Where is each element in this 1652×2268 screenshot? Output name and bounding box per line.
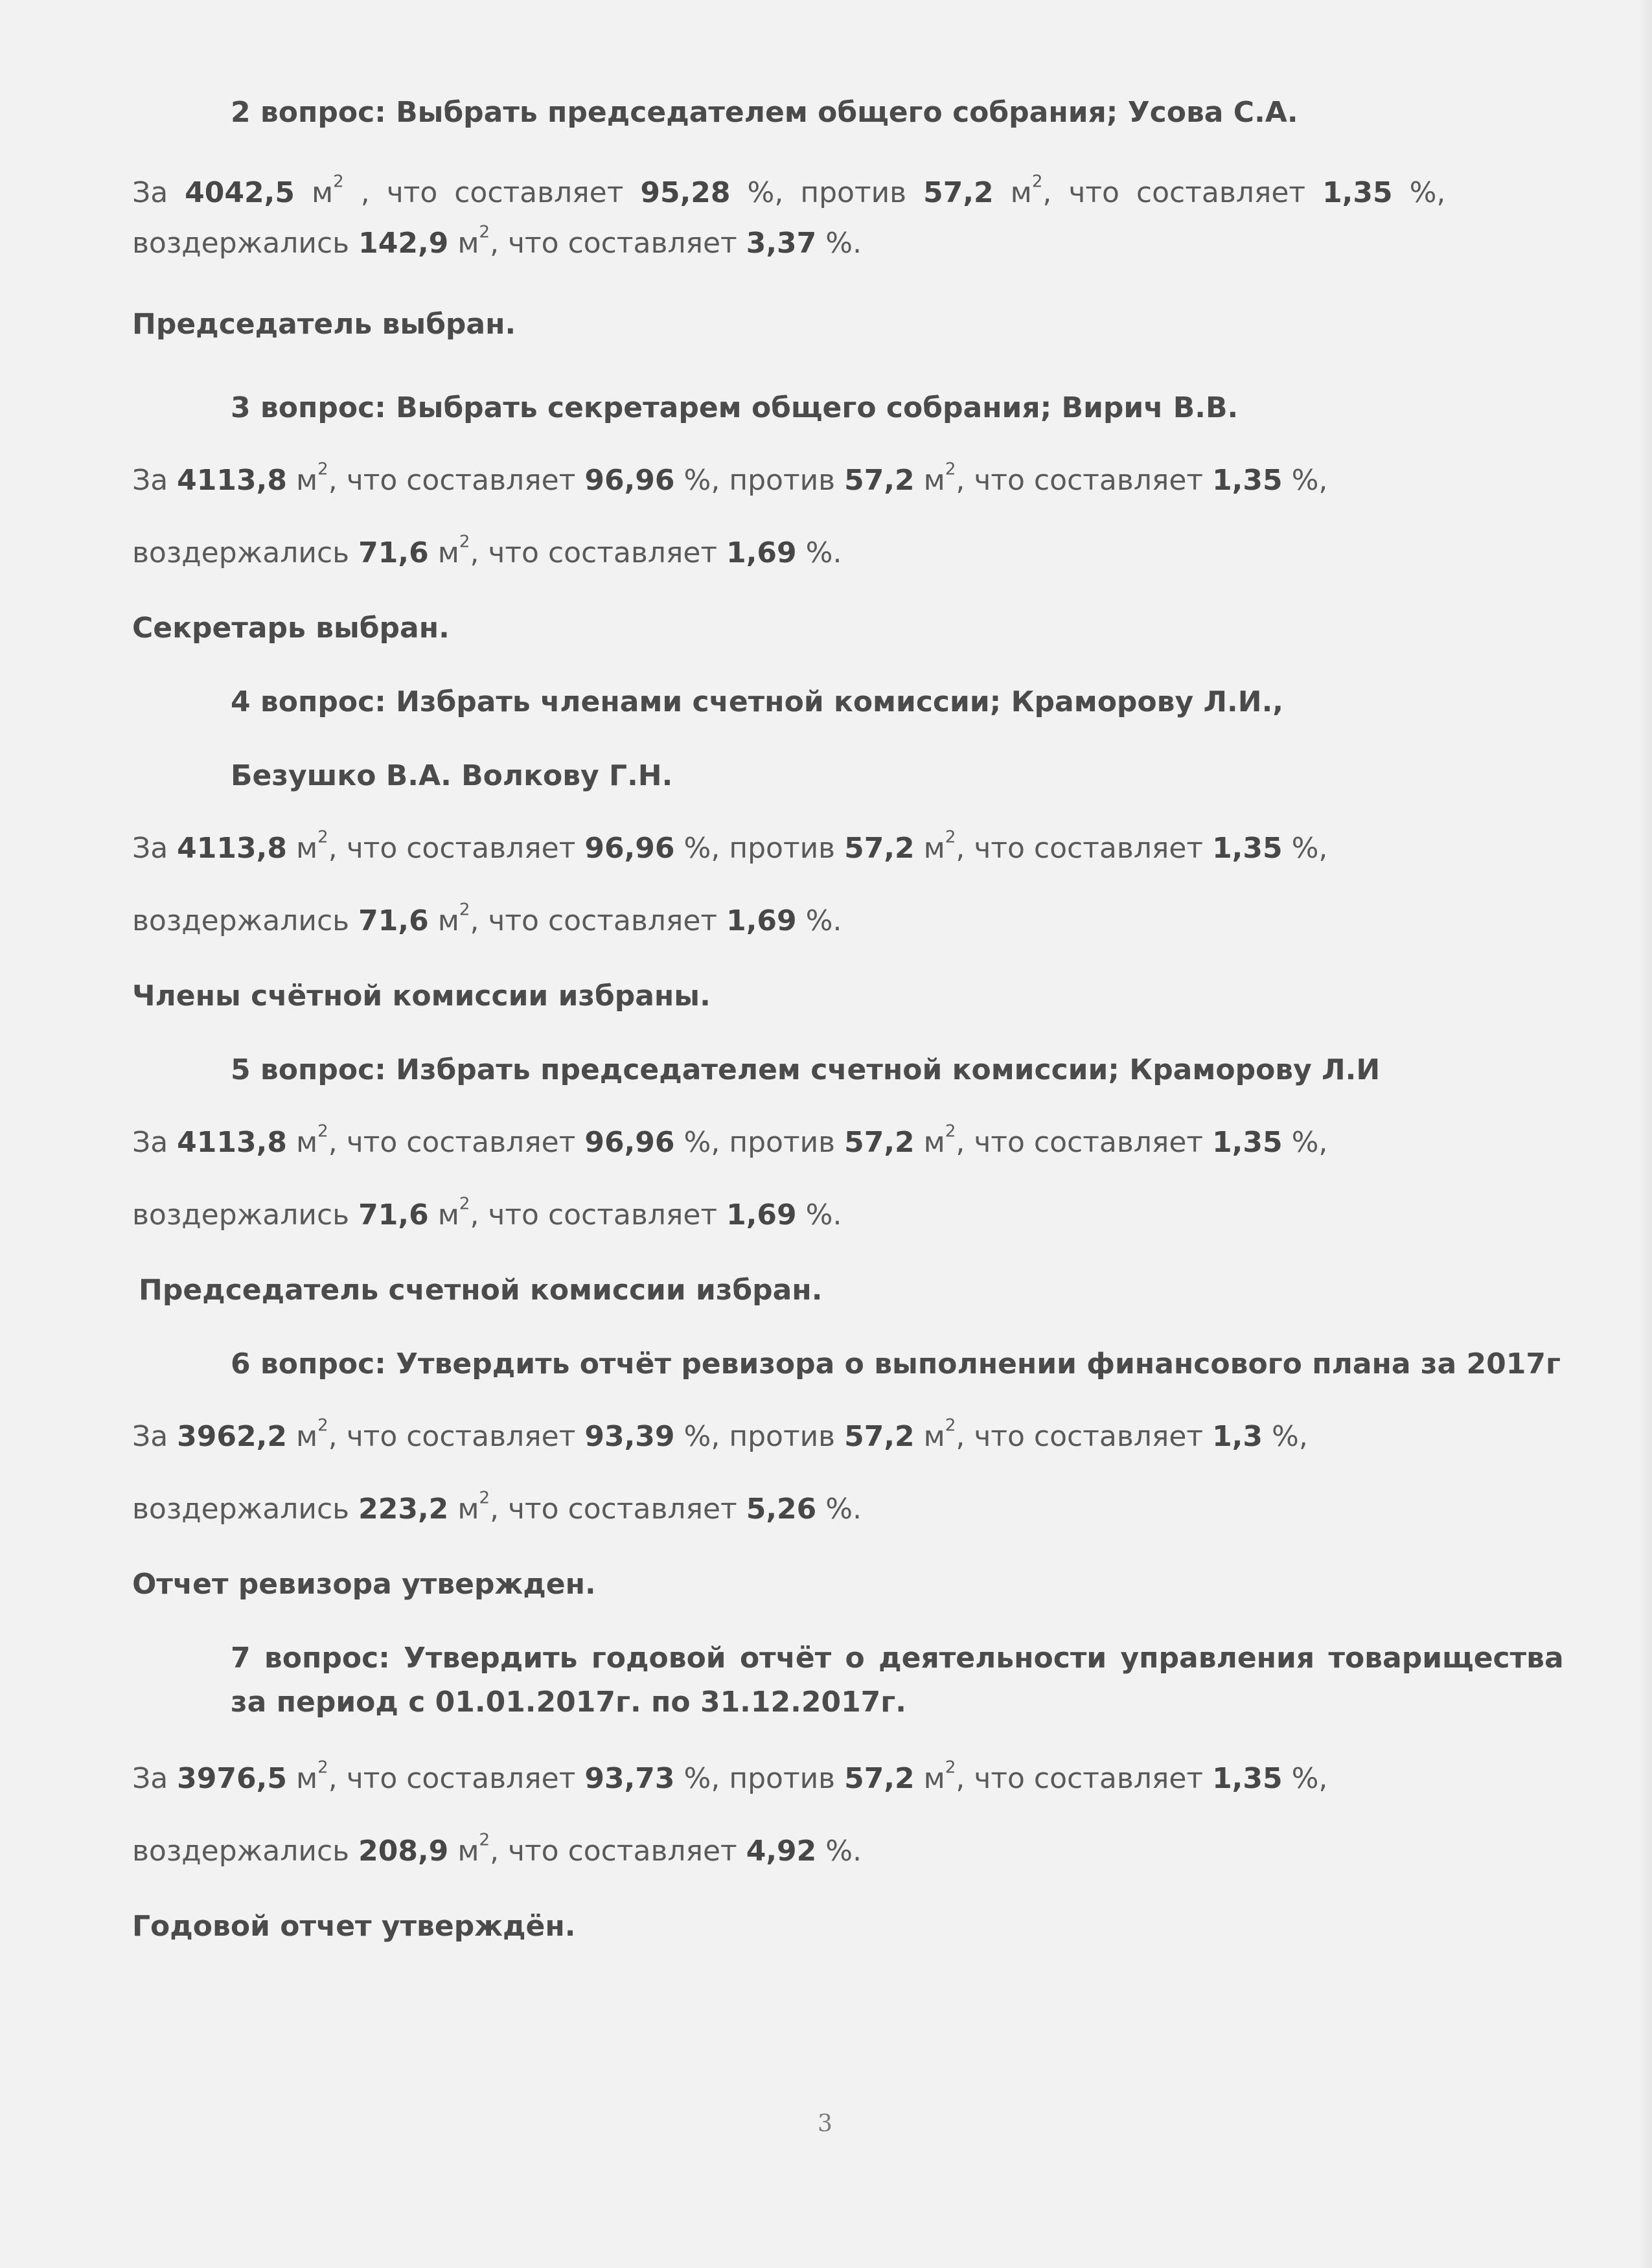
question-4-title-continued: Безушко В.А. Волкову Г.Н. [231, 759, 673, 792]
question-6-abstain-line: воздержались 223,2 $м^2$, что составляет 5,26 %. [132, 1488, 862, 1526]
question-6-votes-line: За 3962,2 $м^2$, что составляет 93,39 %, против 57,2 $м^2$, что составляет 1,3 %, [132, 1415, 1308, 1453]
question-4-votes-line: За 4113,8 $м^2$, что составляет 96,96 %, против 57,2 $м^2$, что составляет 1,35 %, [132, 827, 1328, 865]
question-7-votes-line: За 3976,5 $м^2$, что составляет 93,73 %, против 57,2 $м^2$, что составляет 1,35 %, [132, 1758, 1328, 1795]
question-2-abstain-line: воздержались 142,9 $м^2$, что составляет 3,37 %. [132, 222, 862, 260]
question-3-title: 3 вопрос: Выбрать секретарем общего собрания; Вирич В.В. [231, 391, 1239, 424]
question-7-title: 7 вопрос: Утвердить годовой отчёт о деятельности управления товарищества [231, 1642, 1564, 1675]
question-3-votes-line: За 4113,8 $м^2$, что составляет 96,96 %, против 57,2 $м^2$, что составляет 1,35 %, [132, 459, 1328, 497]
question-2-title: 2 вопрос: Выбрать председателем общего собрания; Усова С.А. [231, 96, 1298, 129]
question-3-result: Секретарь выбран. [132, 612, 450, 645]
question-4-result: Члены счётной комиссии избраны. [132, 979, 711, 1013]
question-2-result: Председатель выбран. [132, 308, 516, 341]
question-4-abstain-line: воздержались 71,6 $м^2$, что составляет 1,69 %. [132, 900, 842, 937]
question-6-result: Отчет ревизора утвержден. [132, 1568, 596, 1601]
scan-edge-shadow [1638, 0, 1652, 2268]
question-2-votes-line: За 4042,5 $м^2$ , что составляет 95,28 %, против 57,2 $м^2$, что составляет 1,35 %, [132, 172, 1446, 209]
question-7-result: Годовой отчет утверждён. [132, 1910, 576, 1943]
question-4-title: 4 вопрос: Избрать членами счетной комиссии; Краморову Л.И., [231, 685, 1284, 718]
question-5-title: 5 вопрос: Избрать председателем счетной комиссии; Краморову Л.И [231, 1053, 1381, 1086]
question-6-title: 6 вопрос: Утвердить отчёт ревизора о выполнении финансового плана за 2017г [231, 1347, 1561, 1380]
question-5-votes-line: За 4113,8 $м^2$, что составляет 96,96 %, против 57,2 $м^2$, что составляет 1,35 %, [132, 1121, 1328, 1159]
question-7-abstain-line: воздержались 208,9 $м^2$, что составляет 4,92 %. [132, 1830, 862, 1868]
question-5-result: Председатель счетной комиссии избран. [139, 1274, 823, 1307]
question-3-abstain-line: воздержались 71,6 $м^2$, что составляет 1,69 %. [132, 532, 842, 569]
page-number: 3 [818, 2111, 832, 2137]
question-7-title-continued: за период с 01.01.2017г. по 31.12.2017г. [231, 1686, 907, 1719]
question-5-abstain-line: воздержались 71,6 $м^2$, что составляет 1,69 %. [132, 1194, 842, 1231]
